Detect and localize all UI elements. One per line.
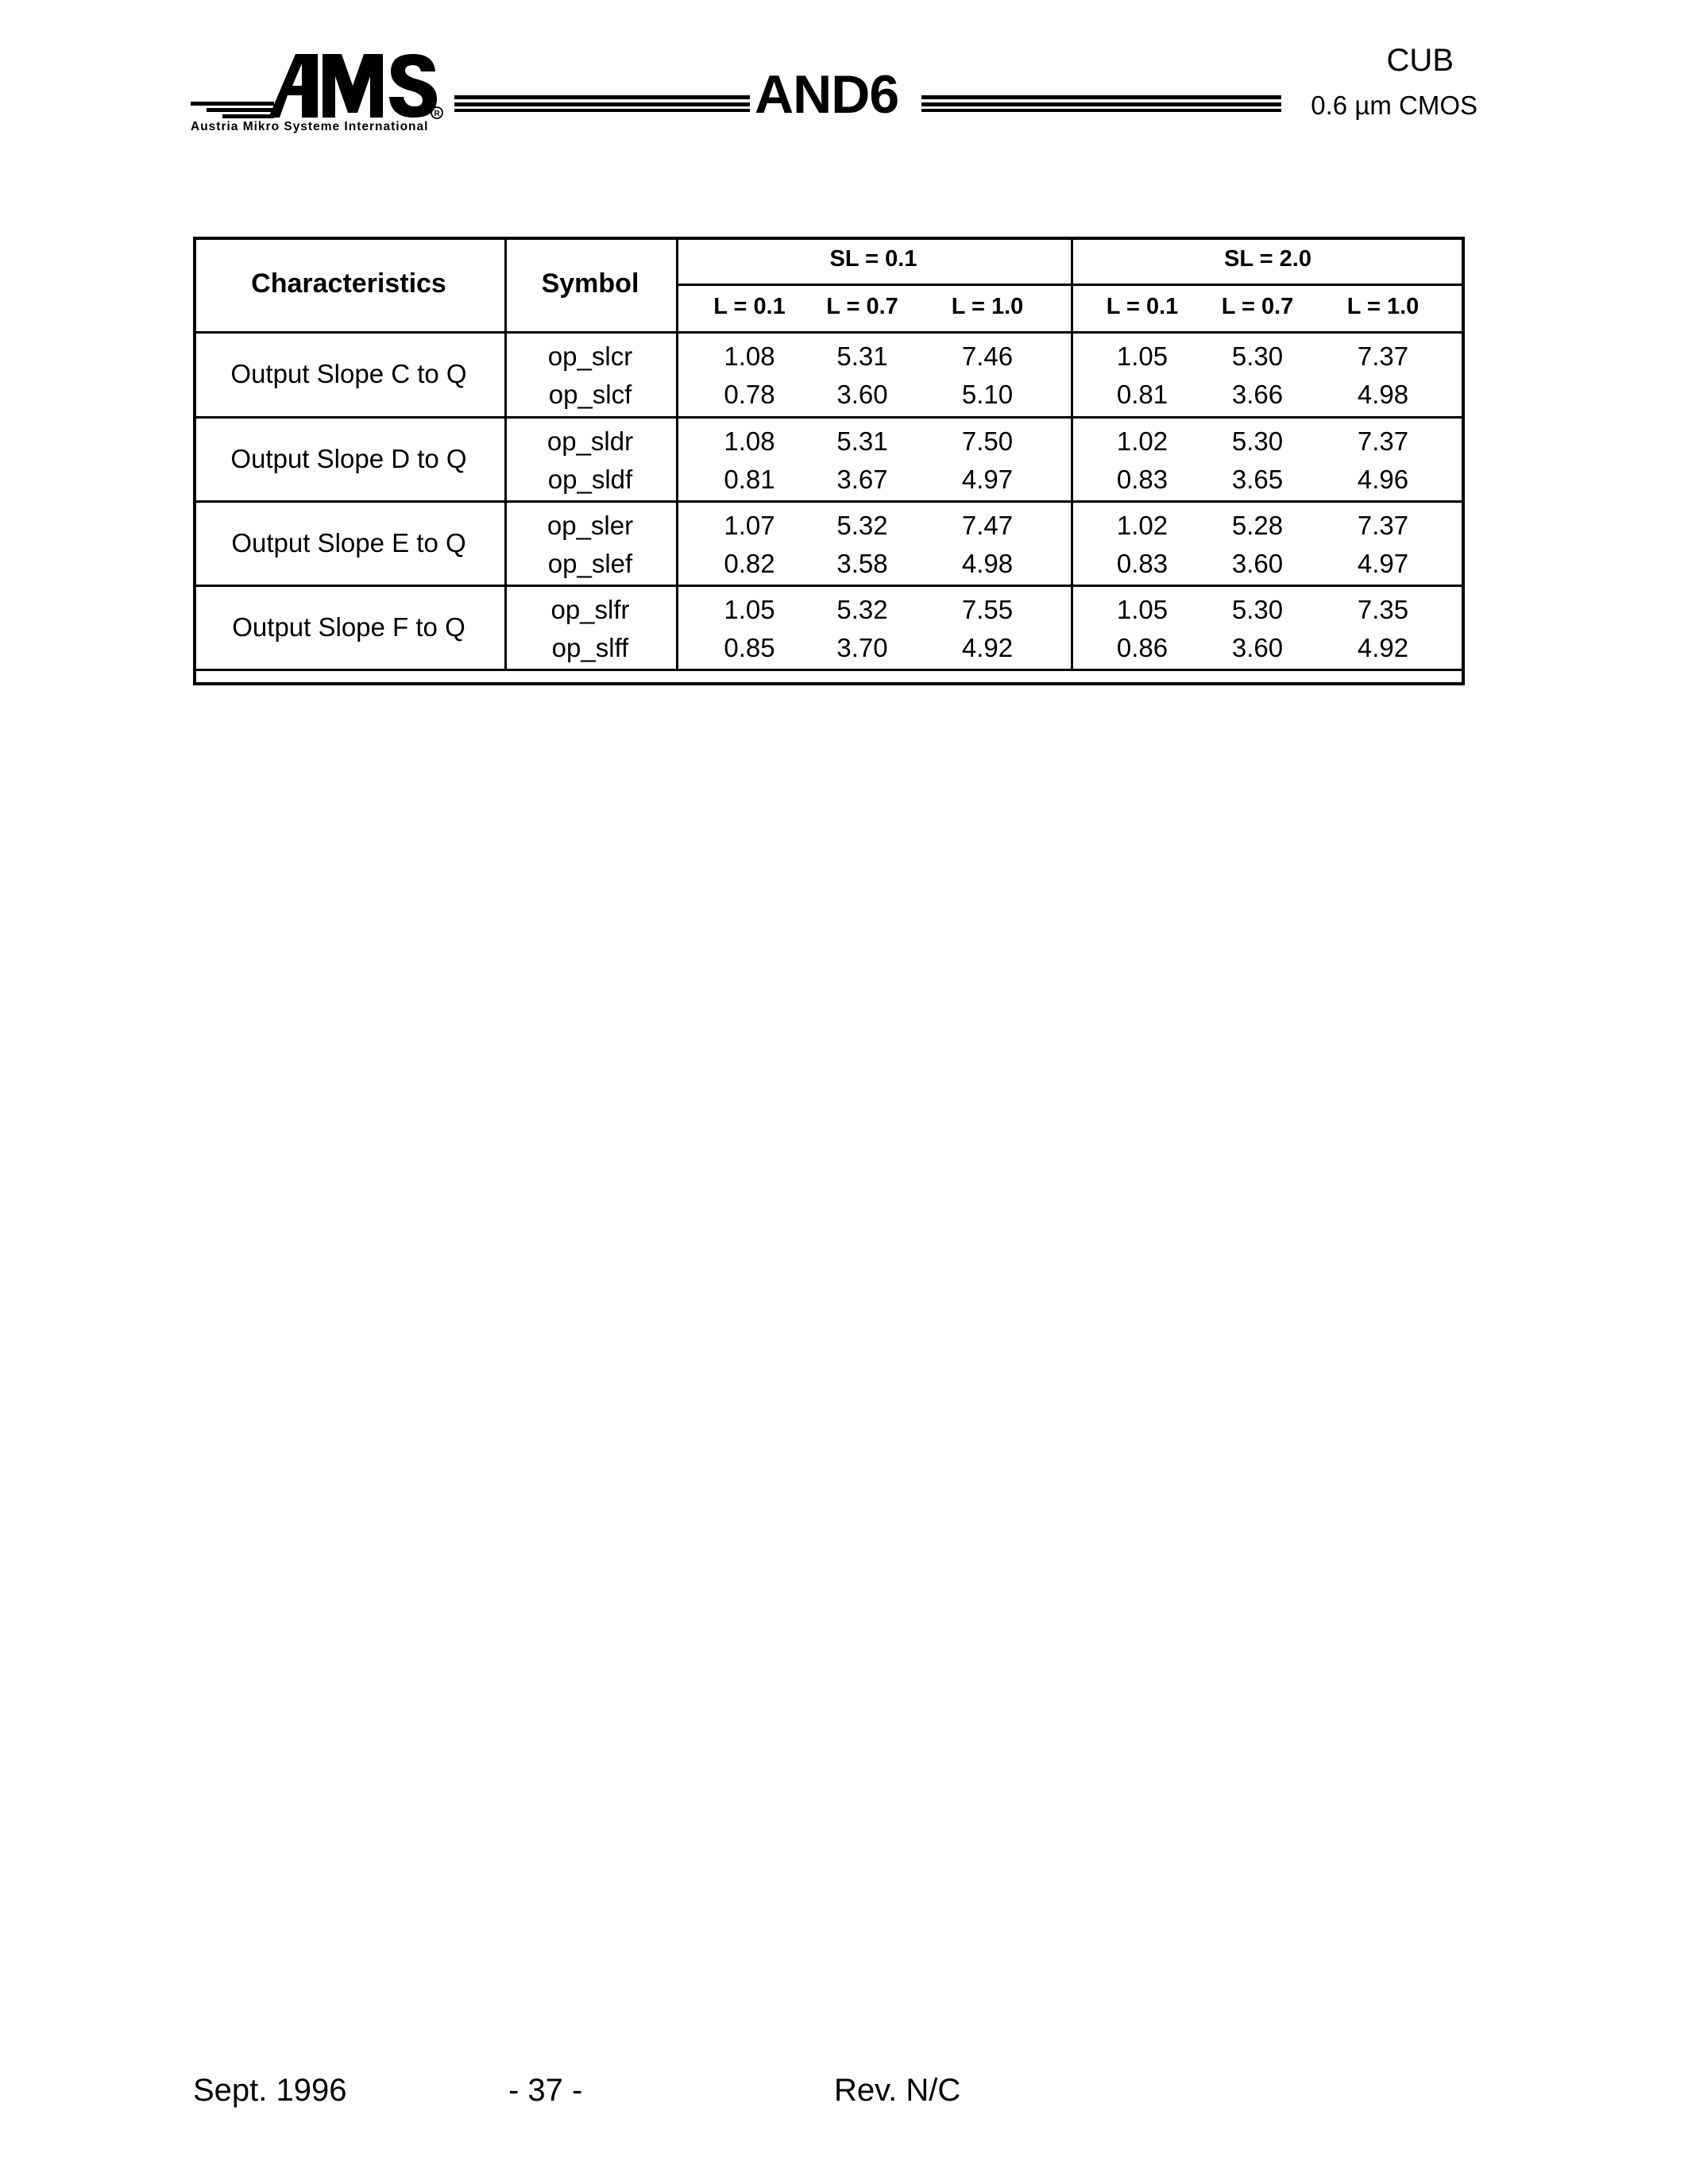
value-cell: 5.30 xyxy=(1231,426,1284,456)
process-name: CUB xyxy=(1386,43,1454,78)
ams-logo-mark xyxy=(191,49,445,121)
value-cell: 1.02 xyxy=(1116,426,1168,456)
value-cell: 1.07 xyxy=(724,511,775,540)
value-cell: 0.78 xyxy=(724,380,775,409)
header-characteristics: Characteristics xyxy=(251,268,446,299)
process-technology: 0.6 µm CMOS xyxy=(1311,91,1477,120)
symbol-fall: op_slef xyxy=(547,549,633,578)
header-load: L = 0.1 xyxy=(713,294,786,319)
value-cell: 7.47 xyxy=(961,511,1014,540)
value-cell: 0.81 xyxy=(1116,380,1168,409)
symbol-rise: op_slcr xyxy=(547,341,633,371)
characteristic-label: Output Slope C to Q xyxy=(230,359,467,388)
header-rule-left xyxy=(454,95,750,113)
value-cell: 5.30 xyxy=(1231,341,1284,371)
value-cell: 7.46 xyxy=(961,341,1014,371)
value-cell: 5.32 xyxy=(836,595,888,624)
logo-subtitle: Austria Mikro Systeme International xyxy=(191,120,429,133)
value-cell: 5.30 xyxy=(1231,595,1284,624)
value-cell: 5.31 xyxy=(836,426,888,456)
value-cell: 0.82 xyxy=(724,549,775,578)
value-cell: 1.05 xyxy=(1116,595,1168,624)
value-cell: 7.37 xyxy=(1357,511,1409,540)
symbol-fall: op_slcf xyxy=(548,380,632,409)
ams-logo xyxy=(191,49,445,137)
value-cell: 0.83 xyxy=(1116,549,1168,578)
value-cell: 1.05 xyxy=(724,595,775,624)
value-cell: 3.60 xyxy=(836,380,888,409)
header-load: L = 1.0 xyxy=(951,294,1024,319)
header-symbol: Symbol xyxy=(541,268,639,299)
header-load: L = 1.0 xyxy=(1346,294,1420,319)
footer-date: Sept. 1996 xyxy=(193,2073,347,2108)
svg-text:R: R xyxy=(434,110,440,118)
value-cell: 4.98 xyxy=(1357,380,1409,409)
header-group-sl-2-0: SL = 2.0 xyxy=(1224,246,1311,272)
symbol-rise: op_slfr xyxy=(550,595,630,624)
value-cell: 1.02 xyxy=(1116,511,1168,540)
symbol-rise: op_sler xyxy=(547,511,634,540)
value-cell: 7.37 xyxy=(1357,341,1409,371)
value-cell: 3.70 xyxy=(836,633,888,662)
header-rule-right xyxy=(921,95,1281,113)
footer-page-number: - 37 - xyxy=(508,2073,583,2108)
value-cell: 4.97 xyxy=(1357,549,1409,578)
value-cell: 0.86 xyxy=(1116,633,1168,662)
value-cell: 0.81 xyxy=(724,465,775,494)
value-cell: 1.08 xyxy=(724,341,775,371)
symbol-rise: op_sldr xyxy=(547,426,634,456)
value-cell: 5.32 xyxy=(836,511,888,540)
value-cell: 5.28 xyxy=(1231,511,1284,540)
header-load: L = 0.7 xyxy=(1221,294,1294,319)
characteristic-label: Output Slope F to Q xyxy=(232,612,465,642)
value-cell: 0.85 xyxy=(724,633,775,662)
value-cell: 3.60 xyxy=(1231,633,1284,662)
value-cell: 4.92 xyxy=(961,633,1014,662)
characteristic-label: Output Slope D to Q xyxy=(230,444,467,473)
value-cell: 4.98 xyxy=(961,549,1014,578)
characteristic-label: Output Slope E to Q xyxy=(231,528,466,558)
value-cell: 5.31 xyxy=(836,341,888,371)
value-cell: 3.67 xyxy=(836,465,888,494)
header-group-sl-0-1: SL = 0.1 xyxy=(829,246,917,272)
page-title: AND6 xyxy=(755,64,899,125)
value-cell: 5.10 xyxy=(961,380,1014,409)
slope-table xyxy=(193,237,1465,685)
symbol-fall: op_slff xyxy=(551,633,629,662)
value-cell: 0.83 xyxy=(1116,465,1168,494)
value-cell: 3.66 xyxy=(1231,380,1284,409)
value-cell: 3.60 xyxy=(1231,549,1284,578)
value-cell: 4.92 xyxy=(1357,633,1409,662)
symbol-fall: op_sldf xyxy=(547,465,633,494)
value-cell: 7.35 xyxy=(1357,595,1409,624)
value-cell: 7.50 xyxy=(961,426,1014,456)
value-cell: 7.37 xyxy=(1357,426,1409,456)
value-cell: 4.97 xyxy=(961,465,1014,494)
value-cell: 4.96 xyxy=(1357,465,1409,494)
value-cell: 3.58 xyxy=(836,549,888,578)
value-cell: 3.65 xyxy=(1231,465,1284,494)
footer-revision: Rev. N/C xyxy=(834,2073,961,2108)
value-cell: 7.55 xyxy=(961,595,1014,624)
value-cell: 1.08 xyxy=(724,426,775,456)
header-load: L = 0.1 xyxy=(1106,294,1179,319)
value-cell: 1.05 xyxy=(1116,341,1168,371)
header-load: L = 0.7 xyxy=(826,294,898,319)
